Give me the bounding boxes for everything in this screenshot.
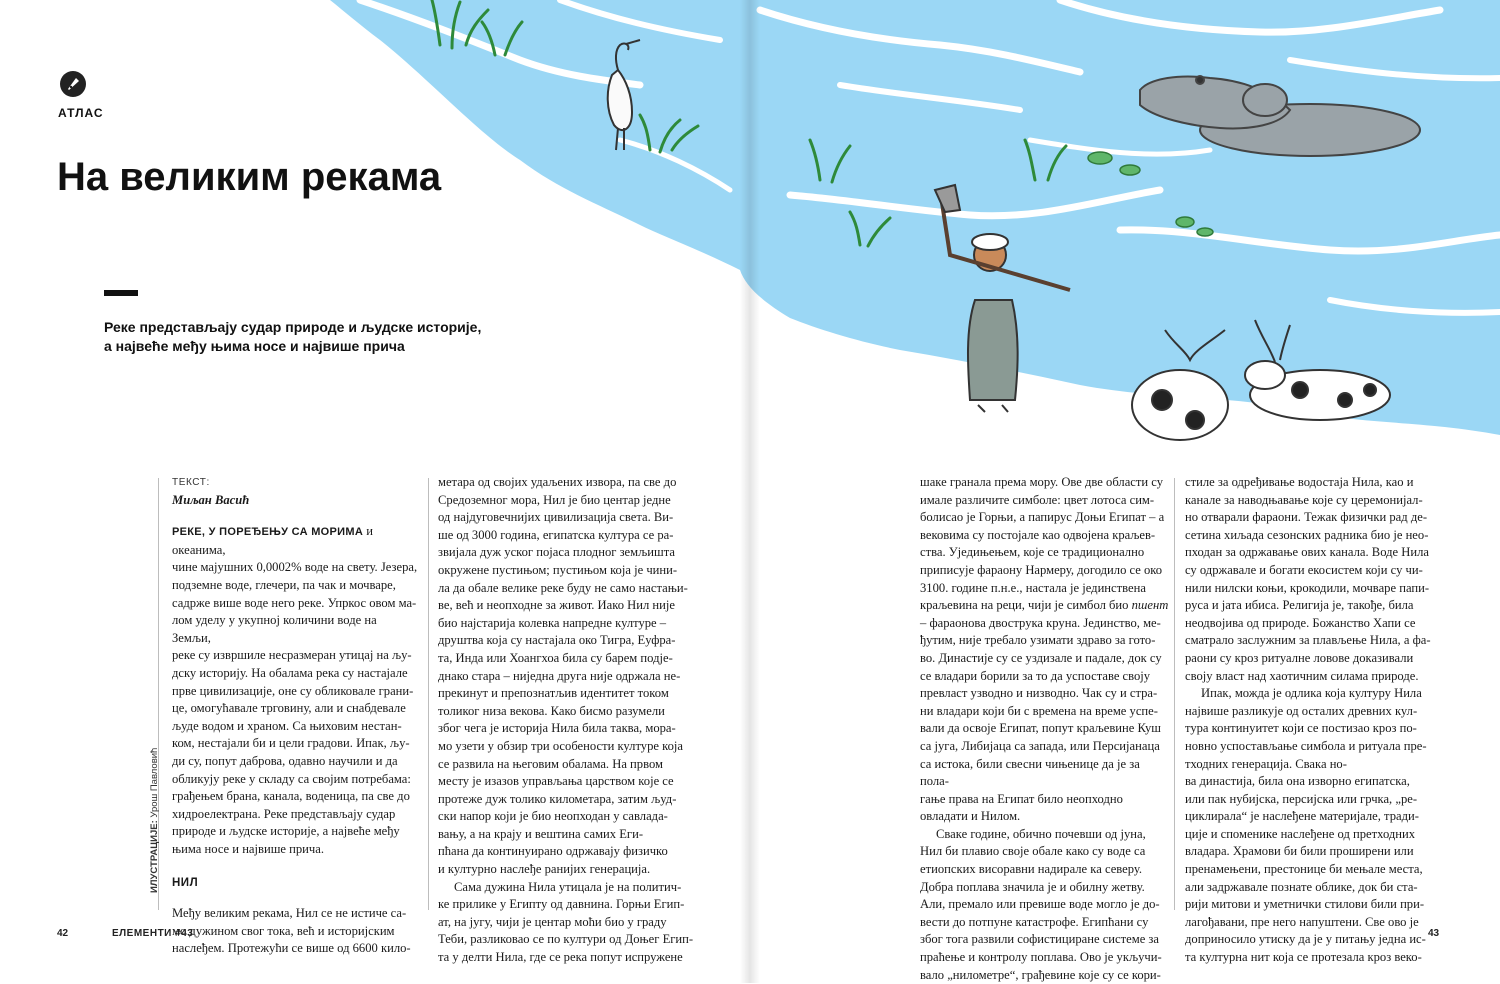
subheading-nile: НИЛ	[172, 877, 199, 890]
lead-paragraph	[104, 318, 504, 356]
lead-line: Реке представљају судар природе и људске историје,	[104, 319, 482, 335]
column-rule	[428, 478, 429, 910]
pen-nib-icon	[60, 71, 86, 97]
author-name: Миљан Васић	[172, 492, 250, 507]
paragraph: стиле за одређивање водостаја Нила, као и канале за наводњавање које су церемонијал- но отварали фараони. Тежак физички рад де- сетина хиљада сезонских радника био је нео- пходан за одржавање ових канала. Воде Нила су одржавале и богати екосистем који су чи- нили нилски коњи, крокодили, мочваре папи- руса и јата ибиса. Религија је, такође, била неодвојива од природе. Божанство Хапи се сматрало заслужним за плављење Нила, а фа- раони су кроз ритуалне ловове доказивали своју власт над хаотичним силама природе.	[1185, 475, 1431, 683]
page-gutter	[740, 0, 760, 983]
section-tag: АТЛАС	[58, 106, 104, 120]
page-title: На великим рекама	[57, 155, 442, 199]
pshent-term: пшент	[1131, 598, 1169, 613]
text-column-3	[920, 474, 1170, 984]
text-column-2	[438, 474, 700, 967]
illustration-credit-label: ИЛУСТРАЦИЈЕ:	[149, 820, 160, 893]
paragraph: шаке гранала према мору. Ове две области су имале различите симболе: цвет лотоса сим- болисао је Горњи, а папирус Доњи Египат – а вековима су постојале као одвојена краљев- ства. Уједињењем, које се традиционално приписује фараону Нармеру, догодило се око 3100. године п.н.е., настала је јединствена краљевина на реци, чији је симбол био пшент – фараонова двострука круна. Јединство, ме- ђутим, није требало узимати здраво за гото- во. Династије су се уздизале и падале, док су се владари борили за то да успоставе своју превласт узводно и низводно. Чак су и стра- ни владари који би с времена на време успе- вали да освоје Египат, попут краљевине Куш са југа, Либијаца са запада, или Персијанаца са истока, били свесни чињенице да је за пола- гање права на Египат било неопходно овладати и Нилом.	[920, 475, 1169, 824]
paragraph: Сама дужина Нила утицала је на политич- ке прилике у Египту од давнина. Горњи Егип- ат, на југу, чији је центар моћи био у граду Теби, разликовао се по култури од Доњег Егип- та у делти Нила, где се река попут испружене	[438, 879, 694, 965]
page-number-left: 42	[57, 928, 69, 939]
paragraph: метара од својих удаљених извора, па све до Средоземног мора, Нил је био центар једне од најдуговечнијих цивилизација света. Ви- ше од 3000 година, египатска култура се ра- звијала дуж уског појаса плодног земљишта окружене пустињом; пустињом која је чини- ла да обале велике реке буду не само настањи- ве, већ и неопходне за живот. Иако Нил није био најстарија колевка напредне културе – друштва која су настајала око Тигра, Еуфра- та, Инда или Хоангхоа била су барем подјe- днако стара – ниједна друга није одржала не- прекинут и препознатљив идентитет током толиког низа векова. Како бисмо разумели због чега је историја Нила била таква, мора- мо узети у обзир три особености културе која се развила на његовим обалама. На првом месту је изазов управљања царством које се протеже дуж толико километара, затим људ- ски напор који је био неопходан у савлада- вању, а на крају и вештина самих Еги- пћана да континуирано одржавају физичко и културно наслеђе ранијих генерација.	[438, 475, 688, 877]
text-column-4	[1185, 474, 1447, 967]
page-number-right: 43	[1428, 928, 1440, 939]
drop-lead: РЕКЕ, У ПОРЕЂЕЊУ СА МОРИМА	[172, 526, 364, 539]
text-credit-label: ТЕКСТ:	[172, 477, 210, 488]
paragraph: Ипак, можда је одлика која културу Нила највише разликује од осталих древних кул- тура континуитет који се постизао кроз по- новно успостављање симбола и ритуала пре- тходних генерација. Свака но- ва династија, била она изворно египатска, или пак нубијска, персијска или грчка, „ре- циклирала“ је наслеђене материјале, тради- ције и споменике наслеђене од претходних владара. Храмови би били проширени или пренамењени, престонице би мењале места, али задржавале познате облике, док би ста- рији митови и уметнички стилови били при- лагођавани, пре него напуштени. Све ово је доприносило утиску да је у питању једна ис- та културна нит која се протезала кроз веко-	[1185, 686, 1427, 965]
illustrator-name: Урош Павловић	[149, 747, 160, 818]
paragraph-intro: РЕКЕ, У ПОРЕЂЕЊУ СА МОРИМА и океанима, чине мајушних 0,0002% воде на свету. Језера, подземне воде, глечери, па чак и мочваре, садрже више воде него реке. Упркос овом ма- лом уделу у укупној количини воде на Земљи, реке су извршиле несразмеран утицај на љу- дску историју. На обалама река су настајале прве цивилизације, оне су обликовале грани- це, омогућавале трговину, али и снабдевале људе водом и храном. Са њиховим нестан- ком, нестајали би и цели градови. Ипак, љу- ди су, попут даброва, одавно научили и да обликују реке у складу са својим потребама: грађењем брана, канала, воденица, па све до хидроелектрана. Реке представљају судар природе и људске историје, а највеће међу њима носе и највише прича.	[172, 524, 418, 856]
illustration-credit	[149, 748, 160, 893]
lead-line: а највеће међу њима носе и највише прича	[104, 338, 405, 354]
text-column-1	[172, 474, 418, 958]
column-rule	[1174, 478, 1175, 910]
paragraph: Сваке године, обично почевши од јуна, Нил би плавио своје обале како су воде са етиопских висоравни надирале ка северу. Добра поплава значила је и обилну жетву. Али, премало или превише воде могло је до- вести до потпуне катастрофе. Египћани су због тога развили софистициране системе за праћење и контролу поплава. Ово је укључи- вало „нилометре“, грађевине које су се кори-	[920, 826, 1162, 982]
lead-divider	[104, 290, 138, 296]
magazine-issue: ЕЛЕМЕНТИ #43	[112, 928, 194, 939]
paragraph-nile: Међу великим рекама, Нил се не истиче са- мо дужином свог тока, већ и историјским наслеђем. Протежући се више од 6600 кило-	[172, 906, 411, 956]
